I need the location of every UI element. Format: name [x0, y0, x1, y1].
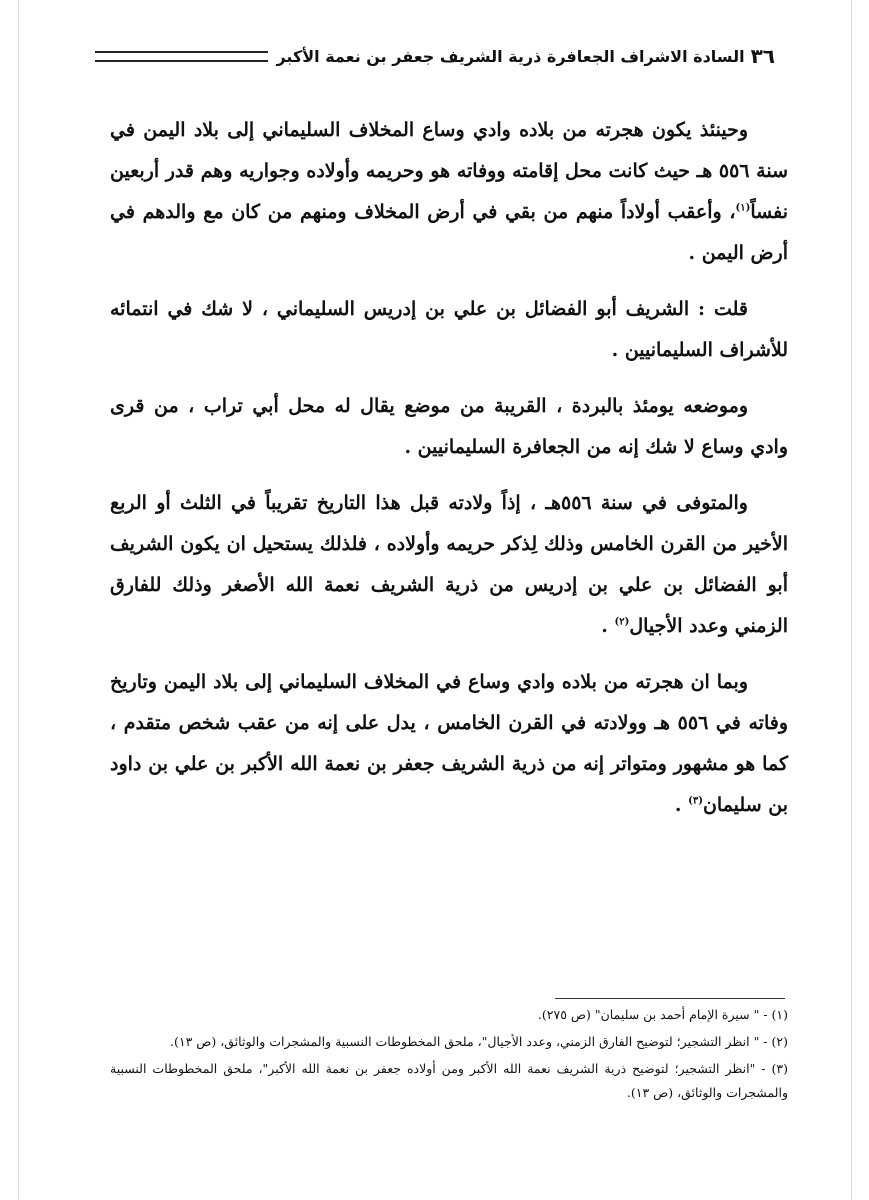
footnotes [110, 1000, 788, 1108]
main-text [110, 110, 788, 841]
footnote-marker: (٢) [614, 616, 630, 628]
footnote-marker: (١) [735, 202, 751, 214]
header-rule [95, 51, 268, 62]
running-title: السادة الاشراف الجعافرة ذرية الشريف جعفر بن نعمة الأكبر [276, 46, 745, 66]
footnote-separator [555, 998, 785, 999]
paragraph: والمتوفى في سنة ٥٥٦هـ ، إذاً ولادته قبل هذا التاريخ تقريباً في الثلث أو الربع الأخير من القرن الخامس وذلك لِذكر حريمه وأولاده ، فلذلك يستحيل ان يكون الشريف أبو الفضائل بن علي بن إدريس من ذرية الشريف نعمة الله الأصغر وذلك للفارق الزمني وعدد الأجيال$^{(٢)}$ . [110, 492, 788, 637]
footnote: (١) - " سيرة الإمام أحمد بن سليمان" (ص ٢٧٥). [537, 1007, 788, 1022]
paragraph: قلت : الشريف أبو الفضائل بن علي بن إدريس السليماني ، لا شك في انتمائه للأشراف السليمانيين . [110, 298, 788, 361]
footnote-marker: (٣) [688, 795, 703, 807]
paragraph: وحينئذ يكون هجرته من بلاده وادي وساع المخلاف السليماني إلى بلاد اليمن في سنة ٥٥٦ هـ حيث كانت محل إقامته ووفاته هو وحريمه وأولاده وجواريه وهم قدر أربعين نفساً$^{(١)}$، وأعقب أولاداً منهم من بقي في أرض المخلاف ومنهم من كان مع والدهم في أرض اليمن . [110, 119, 788, 264]
page-header [95, 34, 775, 78]
footnote: (٣) - "انظر التشجير؛ لتوضيح ذرية الشريف نعمة الله الأكبر ومن أولاده جعفر بن نعمة الله الأكبر"، ملحق المخطوطات النسبية والمشجرات والوثائق، (ص ١٣). [110, 1061, 788, 1100]
page-number: ٣٦ [750, 44, 775, 68]
footnote: (٢) - " انظر التشجير؛ لتوضيح الفارق الزمني، وعدد الأجيال"، ملحق المخطوطات النسبية والمشجرات والوثائق، (ص ١٣). [170, 1034, 788, 1049]
paragraph: وموضعه يومئذ بالبردة ، القريبة من موضع يقال له محل أبي تراب ، من قرى وادي وساع لا شك إنه من الجعافرة السليمانيين . [110, 395, 788, 458]
paragraph: وبما ان هجرته من بلاده وادي وساع في المخلاف السليماني إلى بلاد اليمن وتاريخ وفاته في ٥٥٦ هـ وولادته في القرن الخامس ، يدل على إنه من عقب شخص متقدم ، كما هو مشهور ومتواتر إنه من ذرية الشريف جعفر بن نعمة الله الأكبر بن علي بن داود بن سليمان$^{(٣)}$ . [110, 671, 789, 816]
